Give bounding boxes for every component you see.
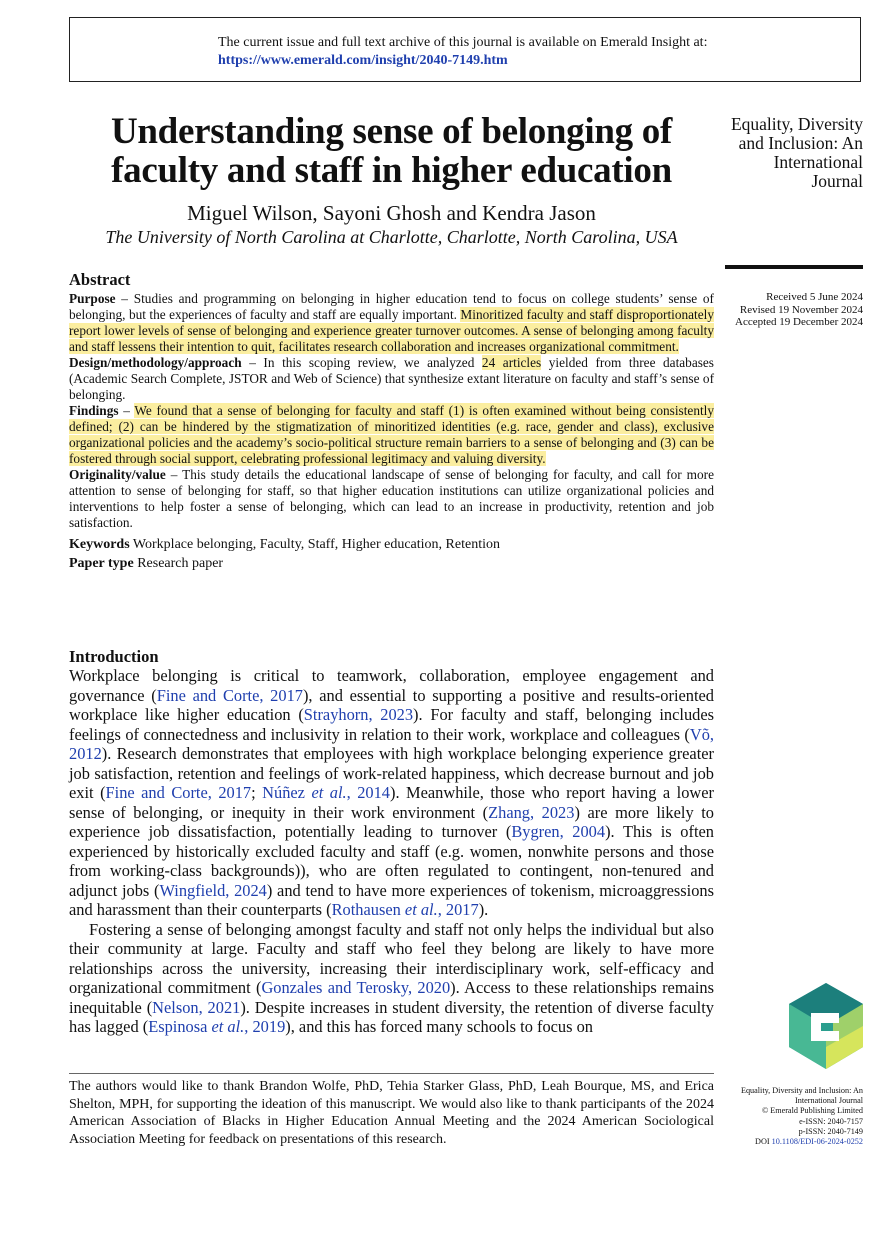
- citation-link[interactable]: [262, 783, 390, 802]
- doi-label: DOI: [755, 1137, 772, 1147]
- authors: Miguel Wilson, Sayoni Ghosh and Kendra Jason: [187, 201, 596, 225]
- citation-link[interactable]: Strayhorn, 2023: [303, 705, 414, 724]
- text-run: ;: [251, 783, 263, 802]
- citation-link[interactable]: Gonzales and Terosky, 2020: [261, 978, 451, 997]
- abstract-purpose: [69, 291, 714, 355]
- abstract-findings: [69, 403, 714, 467]
- received-date: Received 5 June 2024: [766, 291, 863, 303]
- text-run: ), and this has forced many schools to focus on: [285, 1017, 593, 1036]
- design-highlight: 24 articles: [481, 355, 542, 370]
- design-text-2: yielded from three databases (Academic Search Complete, JSTOR and Web of Science) that synthesize extant literature on faculty and staff’s sense of belonging.: [69, 355, 714, 402]
- text-run: ). Meanwhile, those who report having a lower sense of belonging, or inequity in their work environment (: [69, 783, 714, 822]
- journal-name: Equality, Diversity and Inclusion: An International Journal: [730, 114, 863, 191]
- text-run: ). Access to these relationships remains inequitable (: [69, 978, 714, 1017]
- citation-part: Núñez: [262, 783, 312, 802]
- findings-label: Findings: [69, 403, 119, 418]
- citation-link[interactable]: Fine and Corte, 2017: [156, 685, 303, 705]
- findings-dash: –: [118, 403, 135, 418]
- intro-heading: Introduction: [69, 647, 159, 666]
- text-run: Fostering a sense of belonging amongst faculty and staff not only helps the individual but also their community at large. Faculty and staff who feel they belong are likely to have more relationships across the university, increasing their interdisciplinary work, self-efficacy and organizational commitment (: [69, 919, 714, 997]
- citation-etal: et al.: [404, 900, 438, 919]
- citation-etal: et al.: [211, 1017, 245, 1036]
- purpose-text: – Studies and programming on belonging in higher education tend to focus on college students’ sense of belonging, but the experiences of faculty and staff are equally important.: [69, 291, 714, 322]
- papertype-text: Research paper: [133, 556, 224, 571]
- pub-eissn: e-ISSN: 2040-7157: [799, 1116, 863, 1126]
- pub-journal: Equality, Diversity and Inclusion: An International Journal: [740, 1086, 863, 1106]
- citation-link[interactable]: Võ, 2012: [69, 724, 714, 763]
- pub-doi: [722, 1137, 863, 1147]
- citation-part: , 2019: [244, 1017, 286, 1036]
- intro-paragraph-1: [69, 666, 714, 920]
- abstract: [69, 272, 714, 573]
- text-run: ). Research demonstrates that employees with high workplace belonging experience greater job satisfaction, retention and feelings of work-related happiness, which decrease burnout and job exit (: [69, 744, 714, 802]
- citation-part: Espinosa: [148, 1017, 212, 1036]
- pub-publisher: © Emerald Publishing Limited: [761, 1106, 863, 1116]
- text-run: ). This is often experienced by historically excluded faculty and staff (e.g. women, nonwhite persons and those from working-class backgrounds)), who are often regulated to contingent, non-tenured and adjunct jobs (: [69, 822, 714, 900]
- acknowledgement-footnote: The authors would like to thank Brandon Wolfe, PhD, Tehia Starker Glass, PhD, Leah Bourque, MS, and Erica Shelton, MPH, for supporting the ideation of this manuscript. We would also like to thank participants of the 2024 American Association of Blacks in Higher Education Annual Meeting and the 2024 American Sociological Association Meeting for feedback on presentations of this research.: [69, 1079, 714, 1147]
- originality-text: – This study details the educational landscape of sense of belonging for faculty, and call for more attention to sense of belonging for staff, so that higher education institutions can utilize organizational policies and interventions to help foster a sense of belonging, which can lead to an increase in productivity, retention and job satisfaction.: [69, 467, 714, 530]
- publication-info: [722, 1086, 863, 1147]
- design-text: – In this scoping review, we analyzed: [241, 355, 482, 370]
- keywords-text: Workplace belonging, Faculty, Staff, Higher education, Retention: [129, 537, 500, 552]
- text-run: ). Despite increases in student diversity, the retention of diverse faculty has lagged (: [69, 997, 714, 1036]
- abstract-heading: Abstract: [69, 270, 131, 289]
- abstract-originality: [69, 467, 714, 531]
- text-run: Workplace belonging is critical to teamwork, collaboration, employee engagement and governance (: [69, 666, 714, 705]
- citation-link[interactable]: Zhang, 2023: [488, 802, 575, 822]
- citation-etal: et al.: [311, 783, 347, 802]
- citation-link[interactable]: Bygren, 2004: [511, 822, 606, 841]
- accepted-date: Accepted 19 December 2024: [735, 316, 863, 328]
- journal-rule: [725, 265, 863, 269]
- doi-link[interactable]: 10.1108/EDI-06-2024-0252: [771, 1137, 863, 1147]
- text-run: ). For faculty and staff, belonging includes feelings of connectedness and inclusivity in relation to their work, workplace and colleagues (: [69, 705, 714, 744]
- paper-title: Understanding sense of belonging of faculty and staff in higher education: [110, 111, 673, 191]
- citation-link[interactable]: [332, 900, 479, 919]
- pub-pissn: p-ISSN: 2040-7149: [798, 1126, 863, 1136]
- citation-link[interactable]: [148, 1017, 285, 1036]
- keywords: [69, 535, 714, 573]
- journal-banner: [69, 17, 861, 82]
- revised-date: Revised 19 November 2024: [739, 303, 863, 316]
- emerald-logo-icon: [789, 983, 863, 1069]
- article-dates: [722, 291, 863, 329]
- banner-line: The current issue and full text archive of this journal is available on Emerald Insight at:: [218, 35, 708, 50]
- papertype-label: Paper type: [69, 556, 134, 571]
- introduction: [69, 647, 714, 1037]
- citation-part: , 2014: [346, 783, 390, 802]
- citation-link[interactable]: Wingfield, 2024: [159, 880, 267, 900]
- footnote-divider: [69, 1073, 714, 1074]
- purpose-label: Purpose: [69, 291, 116, 306]
- citation-part: Rothausen: [331, 900, 405, 919]
- abstract-design: [69, 355, 714, 403]
- citation-link[interactable]: Nelson, 2021: [152, 997, 241, 1017]
- citation-link[interactable]: Fine and Corte, 2017: [105, 783, 252, 802]
- text-run: ), and essential to supporting a positive and results-oriented workplace like higher education (: [69, 685, 714, 724]
- journal-url-link[interactable]: https://www.emerald.com/insight/2040-7149.htm: [218, 53, 508, 68]
- intro-paragraph-2: [69, 920, 714, 1037]
- keywords-label: Keywords: [69, 537, 130, 552]
- findings-highlight: We found that a sense of belonging for faculty and staff (1) is often examined without being consistently defined; (2) can be hindered by the stigmatization of minoritized identities (e.g. race, gender and class), exclusive organizational policies and the academy’s socio-political structure remain barriers to a sense of belonging and (3) can be fostered through social support, celebrating professional legitimacy and valuing diversity.: [69, 403, 715, 466]
- affiliation: The University of North Carolina at Charlotte, Charlotte, North Carolina, USA: [105, 227, 678, 247]
- citation-part: , 2017: [437, 900, 479, 919]
- design-label: Design/methodology/approach: [69, 355, 242, 370]
- originality-label: Originality/value: [69, 467, 166, 482]
- text-run: ) and tend to have more experiences of tokenism, microaggressions and harassment than their counterparts (: [69, 880, 714, 919]
- purpose-highlight: Minoritized faculty and staff disproportionately report lower levels of sense of belonging and experience greater turnover outcomes. A sense of belonging among faculty and staff lessens their intention to quit, facilitates research collaboration and increases organizational commitment.: [69, 307, 714, 354]
- text-run: ).: [478, 900, 489, 919]
- banner-text: [218, 34, 707, 70]
- text-run: ) are more likely to experience job dissatisfaction, potentially leading to turnover (: [69, 802, 714, 841]
